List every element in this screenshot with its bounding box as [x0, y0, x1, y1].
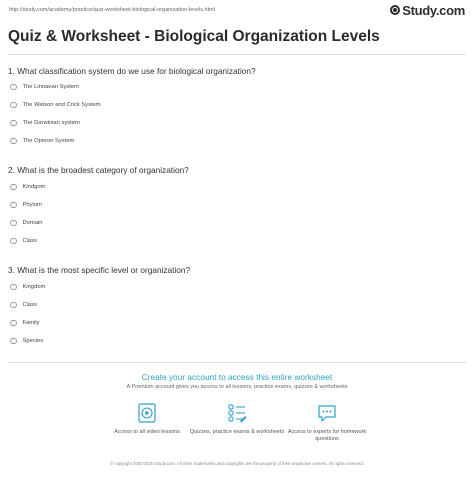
option[interactable] — [10, 178, 45, 196]
option[interactable] — [10, 278, 45, 296]
feature-label: Quizzes, practice exams & worksheets — [189, 429, 285, 435]
option-label: The Darwinian system — [22, 120, 80, 126]
copyright-footer: © copyright 2003-2020 Study.com. All other trademarks and copyrights are the property of their respective owners. All rights reserved. — [110, 461, 364, 466]
option[interactable] — [10, 114, 101, 132]
question-3-options — [10, 278, 45, 350]
question-2-options — [10, 178, 45, 250]
question-3: 3. What is the most specific level or organization? — [8, 265, 191, 275]
radio-button-icon[interactable] — [10, 338, 17, 345]
chat-expert-icon — [316, 402, 338, 424]
option-label: Class — [22, 238, 37, 244]
feature-label: Access to all video lessons — [114, 429, 180, 435]
video-lesson-icon — [136, 402, 158, 424]
quiz-checklist-icon — [226, 402, 248, 424]
option-label: The Operon System — [22, 138, 75, 144]
radio-button-icon[interactable] — [10, 102, 17, 109]
radio-button-icon[interactable] — [10, 138, 17, 145]
question-1-options — [10, 78, 101, 150]
question-1: 1. What classification system do we use for biological organization? — [8, 66, 256, 76]
radio-button-icon[interactable] — [10, 120, 17, 127]
option-label: Domain — [22, 220, 43, 226]
radio-button-icon[interactable] — [10, 320, 17, 327]
option-label: Kingdom — [22, 284, 46, 290]
option[interactable] — [10, 78, 101, 96]
radio-button-icon[interactable] — [10, 220, 17, 227]
question-2: 2. What is the broadest category of organization? — [8, 165, 189, 175]
option[interactable] — [10, 196, 45, 214]
option-label: Species — [22, 338, 44, 344]
radio-button-icon[interactable] — [10, 238, 17, 245]
option-label: Family — [22, 320, 40, 326]
radio-button-icon[interactable] — [10, 202, 17, 209]
option-label: The Linnaean System — [22, 84, 79, 90]
option[interactable] — [10, 232, 45, 250]
top-bar — [0, 0, 474, 20]
option[interactable] — [10, 132, 101, 150]
option[interactable] — [10, 332, 45, 350]
radio-button-icon[interactable] — [10, 184, 17, 191]
option-label: Phylum — [22, 202, 42, 208]
feature-quizzes — [187, 402, 287, 436]
option[interactable] — [10, 296, 45, 314]
radio-button-icon[interactable] — [10, 302, 17, 309]
radio-button-icon[interactable] — [10, 84, 17, 91]
create-account-link[interactable]: Create your account to access this entire worksheet — [141, 372, 333, 382]
option-label: The Watson and Crick System — [22, 102, 101, 108]
option-label: Kindgom — [22, 184, 46, 190]
premium-promo — [0, 372, 474, 390]
option-label: Class — [22, 302, 37, 308]
option[interactable] — [10, 96, 101, 114]
radio-button-icon[interactable] — [10, 284, 17, 291]
feature-label: Access to experts for homework questions — [287, 429, 367, 442]
study-logo[interactable] — [390, 3, 465, 18]
logo-text: Study.com — [402, 2, 465, 18]
divider — [8, 54, 466, 55]
study-logo-icon — [390, 5, 400, 15]
divider — [8, 362, 466, 363]
feature-video-lessons — [97, 402, 197, 436]
option[interactable] — [10, 314, 45, 332]
page-url: http://study.com/academy/practice/quiz-worksheet-biological-organization-levels.html — [9, 7, 215, 13]
option[interactable] — [10, 214, 45, 232]
page-title: Quiz & Worksheet - Biological Organization Levels — [8, 28, 380, 45]
promo-subtitle: A Premium account gives you access to all lessons, practice exams, quizzes & worksheets — [126, 384, 348, 390]
feature-experts — [277, 402, 377, 443]
